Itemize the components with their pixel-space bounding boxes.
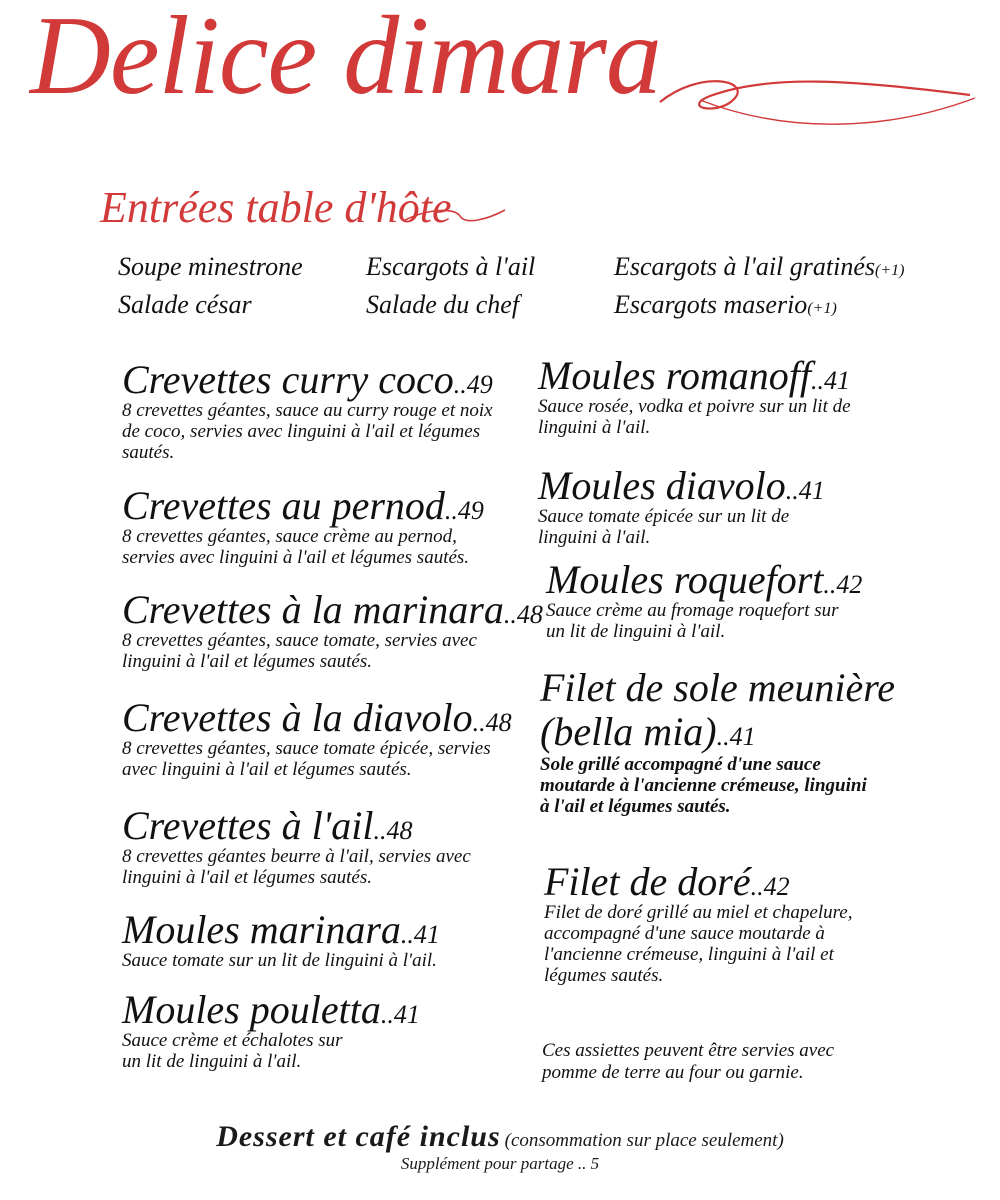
dish-description: Sauce crème au fromage roquefort sur un lit de linguini à l'ail. <box>546 600 839 642</box>
entree-item: Soupe minestrone <box>118 252 303 281</box>
dish-item <box>538 353 878 438</box>
dish-title: Crevettes à la diavolo..48 <box>122 695 512 740</box>
dish-title: Filet de sole meunière <box>540 665 896 710</box>
entrees-swash-ornament <box>400 200 510 230</box>
dish-description: Sauce tomate sur un lit de linguini à l'ail. <box>122 950 437 971</box>
serving-note: Ces assiettes peuvent être servies avec pomme de terre au four ou garnie. <box>542 1040 835 1083</box>
entree-item: Salade du chef <box>366 290 520 319</box>
dessert-coffee-note: (consommation sur place seulement) <box>504 1130 784 1151</box>
entree-item: Escargots à l'ail <box>366 252 536 281</box>
dish-title: Moules pouletta..41 <box>122 987 420 1032</box>
dish-item <box>122 987 420 1072</box>
dish-description: 8 crevettes géantes, sauce tomate, servies avec linguini à l'ail et légumes sautés. <box>122 630 477 672</box>
dish-description: 8 crevettes géantes, sauce au curry rouge et noix de coco, servies avec linguini à l'ail et légumes sautés. <box>122 400 493 463</box>
dish-item <box>546 557 863 642</box>
dish-item <box>540 665 896 817</box>
entree-item: Escargots à l'ail gratinés(+1) <box>614 252 905 281</box>
dish-title: Moules diavolo..41 <box>538 463 825 508</box>
dish-title: Moules roquefort..42 <box>546 557 863 602</box>
title-swash-ornament <box>640 40 980 140</box>
dish-title-continued: (bella mia)..41 <box>540 709 756 754</box>
dish-item <box>122 695 512 780</box>
dish-description: Sauce rosée, vodka et poivre sur un lit de linguini à l'ail. <box>538 396 851 438</box>
dish-description: Sauce crème et échalotes sur un lit de linguini à l'ail. <box>122 1030 343 1072</box>
dish-title: Crevettes au pernod..49 <box>122 483 484 528</box>
dish-title: Moules marinara..41 <box>122 907 440 952</box>
dessert-coffee-banner <box>0 1120 1000 1154</box>
dish-item <box>122 357 512 463</box>
dish-title: Crevettes curry coco..49 <box>122 357 493 402</box>
dish-description: Sauce tomate épicée sur un lit de linguini à l'ail. <box>538 506 790 548</box>
sharing-supplement: Supplément pour partage .. 5 <box>400 1154 600 1173</box>
entrees-heading: Entrées table d'hôte <box>100 183 452 232</box>
dish-title: Crevettes à la marinara..48 <box>122 587 543 632</box>
dessert-coffee-title: Dessert et café inclus <box>216 1120 501 1153</box>
dish-description: 8 crevettes géantes, sauce crème au pernod, servies avec linguini à l'ail et légumes sautés. <box>122 526 470 568</box>
dish-title: Crevettes à l'ail..48 <box>122 803 413 848</box>
dish-description: 8 crevettes géantes beurre à l'ail, servies avec linguini à l'ail et légumes sautés. <box>122 846 471 888</box>
dish-description: Sole grillé accompagné d'une sauce moutarde à l'ancienne crémeuse, linguini à l'ail et légumes sautés. <box>540 754 867 817</box>
dish-title: Moules romanoff..41 <box>538 353 850 398</box>
dish-item <box>538 463 825 548</box>
dish-description: Filet de doré grillé au miel et chapelure, accompagné d'une sauce moutarde à l'ancienne crémeuse, linguini à l'ail et légumes sautés. <box>544 902 853 986</box>
dish-item <box>544 859 854 986</box>
entree-item: Escargots maserio(+1) <box>614 290 837 319</box>
dish-item <box>122 483 512 568</box>
dish-item <box>122 803 512 888</box>
dish-item <box>122 907 512 971</box>
dish-item <box>122 587 543 672</box>
entree-item: Salade césar <box>118 290 252 319</box>
restaurant-name: Delice dimara <box>30 0 661 118</box>
dish-description: 8 crevettes géantes, sauce tomate épicée, servies avec linguini à l'ail et légumes sautés. <box>122 738 491 780</box>
dish-title: Filet de doré..42 <box>544 859 790 904</box>
